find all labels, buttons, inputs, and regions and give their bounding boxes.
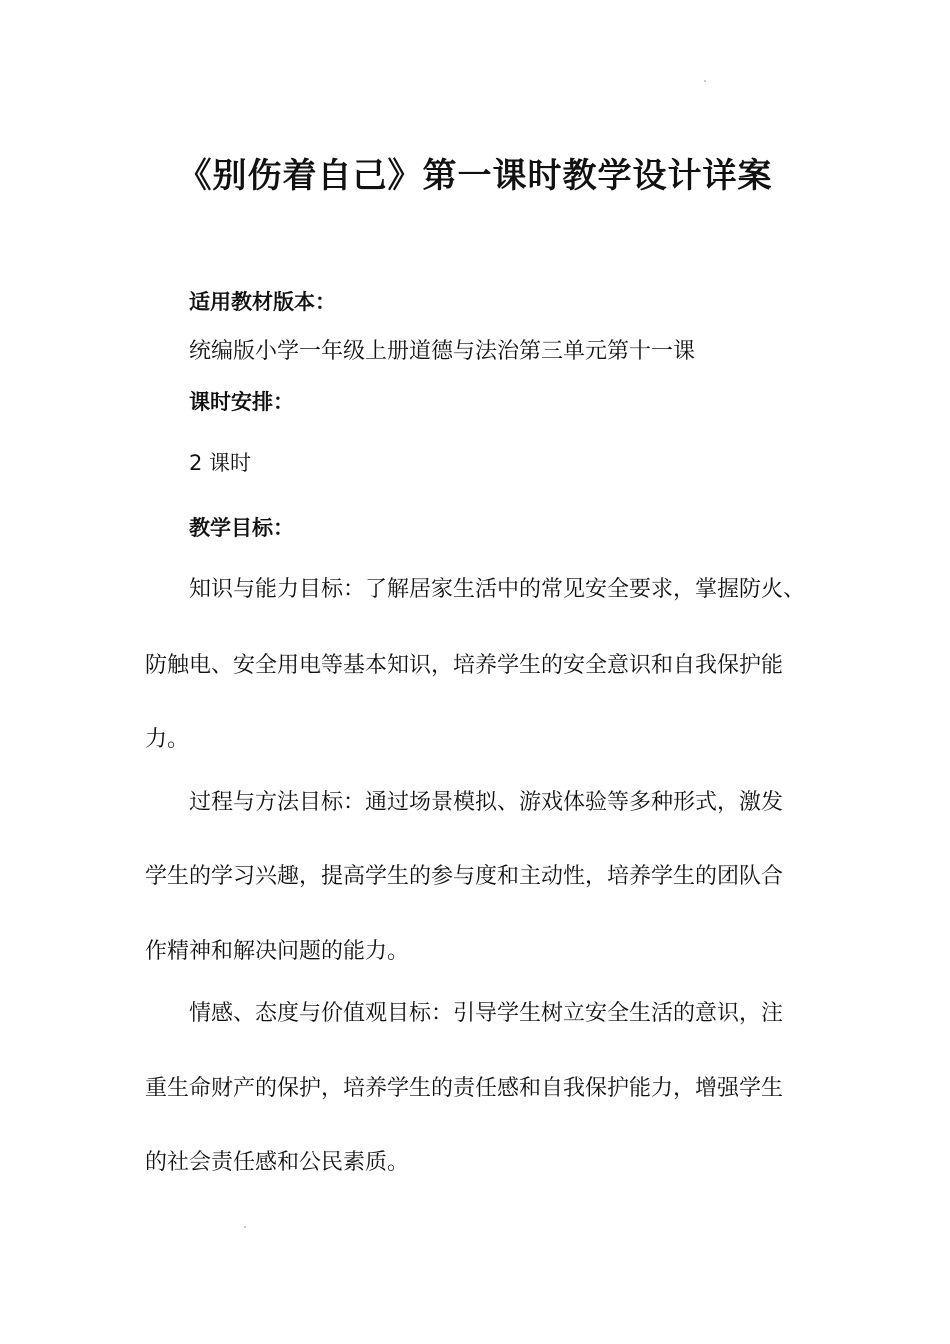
page-mark xyxy=(704,80,706,82)
paragraph-line: 情感、态度与价值观目标：引导学生树立安全生活的意识，注 xyxy=(189,1001,784,1026)
page-mark xyxy=(244,1226,246,1228)
paragraph-line: 重生命财产的保护，培养学生的责任感和自我保护能力，增强学生 xyxy=(145,1076,784,1101)
paragraph-line: 防触电、安全用电等基本知识，培养学生的安全意识和自我保护能 xyxy=(145,653,784,678)
paragraph-line: 过程与方法目标：通过场景模拟、游戏体验等多种形式，激发 xyxy=(189,790,784,815)
textbook-value: 统编版小学一年级上册道德与法治第三单元第十一课 xyxy=(189,339,696,364)
page-title: 《别伤着自己》第一课时教学设计详案 xyxy=(177,156,773,196)
paragraph-line: 力。 xyxy=(145,727,190,752)
textbook-label: 适用教材版本： xyxy=(189,290,336,314)
paragraph-line: 学生的学习兴趣，提高学生的参与度和主动性，培养学生的团队合 xyxy=(145,864,784,889)
paragraph-line: 的社会责任感和公民素质。 xyxy=(145,1150,410,1175)
paragraph-line: 作精神和解决问题的能力。 xyxy=(145,939,410,964)
schedule-value: 2 课时 xyxy=(189,451,252,475)
paragraph-line: 知识与能力目标：了解居家生活中的常见安全要求，掌握防火、 xyxy=(189,577,806,602)
objectives-label: 教学目标： xyxy=(189,516,294,540)
schedule-label: 课时安排： xyxy=(189,390,294,414)
